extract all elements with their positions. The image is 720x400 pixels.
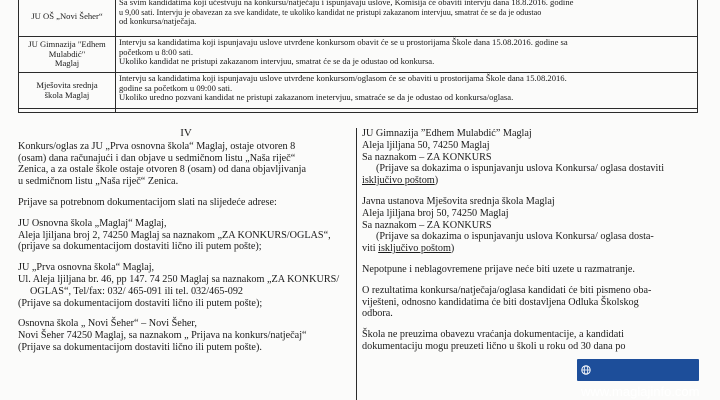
address-block bbox=[362, 196, 702, 255]
interview-line: Ukoliko kandidat ne pristupi zakazanom intervjuu, smatrat će se da je odustao od konkursa. bbox=[119, 56, 435, 67]
school-name-line: Maglaj bbox=[54, 58, 80, 69]
left-column bbox=[18, 128, 354, 363]
open-period-paragraph bbox=[18, 141, 354, 188]
table-row bbox=[19, 0, 698, 37]
text-line: viješteni, odnosno kandidatima će biti dostavljena Odluka Školskog bbox=[362, 296, 639, 308]
note-text: (Prijave sa dokazima o ispunjavanju uslova Konkursa/ oglasa dostaviti bbox=[376, 163, 665, 175]
text-line: Škola ne preuzima obavezu vraćanja dokumentacije, a kandidati bbox=[362, 329, 624, 341]
note-suffix: ) bbox=[434, 175, 439, 187]
interview-line: godine sa početkom u 09:00 sati. bbox=[119, 82, 233, 93]
text-line: JU „Prva osnovna škola“ Maglaj, bbox=[18, 262, 155, 274]
table-row bbox=[19, 109, 698, 113]
interview-line: Intervju sa kandidatima koji ispunjavaju uslove utvrđene konkursom/oglasom će se obaviti u prostorijama Škole dana 15.08.2016. bbox=[119, 73, 567, 83]
table-row bbox=[19, 37, 698, 73]
right-column bbox=[362, 128, 702, 362]
site-watermark bbox=[577, 359, 700, 399]
text-line: Osnovna škola „ Novi Šeher“ – Novi Šeher, bbox=[18, 318, 197, 330]
school-name-line: JU Gimnazija "Edhem bbox=[28, 39, 106, 50]
school-name: JU OŠ „Novi Šeher“ bbox=[31, 10, 103, 21]
text-line: (osam) dana računajući i dan objave u sedmičnom listu „Naša riječ“ bbox=[18, 152, 296, 164]
text-line: O rezultatima konkursa/natječaja/oglasa kandidati će biti pismeno oba- bbox=[362, 284, 652, 296]
interview-info-cell bbox=[116, 37, 698, 73]
interview-line: od konkursa/natječaja. bbox=[119, 16, 197, 27]
note-suffix: ) bbox=[450, 243, 455, 255]
delivery-note-line bbox=[362, 175, 702, 187]
address-block bbox=[18, 318, 354, 353]
text-line: odbora. bbox=[362, 308, 393, 320]
table-row bbox=[19, 73, 698, 109]
text-line: Aleja ljiljana 50, 74250 Maglaj bbox=[362, 139, 490, 151]
globe-icon bbox=[581, 365, 591, 375]
text-line: Zenica, a za ostale škole ostaje otvoren 8 (osam) od dana objavljivanja bbox=[18, 164, 306, 176]
empty-cell bbox=[19, 109, 116, 113]
text-line: Sa naznakom – ZA KONKURS bbox=[362, 219, 492, 231]
text-line: Ul. Aleja ljiljana br. 46, pp 147. 74 250 Maglaj sa naznakom „ZA KONKURS/ bbox=[18, 273, 340, 285]
text-line: Aleja ljiljana broj 50, 74250 Maglaj bbox=[362, 207, 509, 219]
text-line: JU Gimnazija ˮEdhem Mulabdićˮ Maglaj bbox=[362, 128, 532, 139]
note-underlined: isključivo poštom bbox=[378, 243, 451, 255]
note-underlined: isključivo poštom bbox=[362, 175, 435, 187]
interview-info-cell bbox=[116, 73, 698, 109]
school-name-cell bbox=[19, 0, 116, 37]
delivery-note bbox=[362, 231, 702, 243]
school-name-line: škola Maglaj bbox=[44, 89, 90, 100]
text-line: JU Osnovna škola „Maglaj“ Maglaj, bbox=[18, 217, 167, 229]
empty-cell bbox=[116, 109, 698, 113]
text-line: (Prijave sa dokumentacijom dostaviti lično ili putem pošte). bbox=[18, 341, 262, 353]
interview-schedule-table bbox=[18, 0, 698, 113]
delivery-note-line bbox=[362, 243, 702, 255]
text-line: (Prijave sa dokumentacijom dostaviti lično ili putem pošte); bbox=[18, 297, 263, 309]
school-name-line: Mješovita srednja bbox=[36, 79, 98, 90]
text-line: Javna ustanova Mješovita srednja škola Maglaj bbox=[362, 195, 555, 207]
note-text: viti bbox=[362, 243, 379, 255]
documents-return-paragraph bbox=[362, 329, 702, 353]
watermark-text: www.maglajinfo.com bbox=[581, 384, 700, 399]
text-line: Konkurs/oglas za JU „Prva osnovna škola“ Maglaj, ostaje otvoren 8 bbox=[18, 140, 296, 152]
column-divider bbox=[356, 128, 357, 400]
late-notice: Nepotpune i neblagovremene prijave neće biti uzete u razmatranje. bbox=[362, 263, 635, 275]
text-line: Novi Šeher 74250 Maglaj, sa naznakom „ Prijava na konkurs/natječaj“ bbox=[18, 330, 307, 342]
interview-line: Ukoliko uredno pozvani kandidat ne pristupi zakazanom inetervjuu, smatraće se da je odustao od konkursa/oglasa. bbox=[119, 92, 514, 103]
delivery-note bbox=[362, 163, 702, 175]
interview-info-cell bbox=[116, 0, 698, 37]
text-line: dokumentaciju mogu preuzeti lično u školi u roku od 30 dana po bbox=[362, 340, 626, 352]
address-block bbox=[362, 128, 702, 187]
interview-line: Intervju sa kandidatima koji ispunjavaju uslove utvrđene konkursom obavit će se u prostorijama Škole dana 15.08.2016. godine sa bbox=[119, 37, 568, 47]
results-paragraph bbox=[362, 285, 702, 320]
school-name-cell bbox=[19, 73, 116, 109]
text-line: Sa naznakom – ZA KONKURS bbox=[362, 151, 492, 163]
send-to-paragraph: Prijave sa potrebnom dokumentacijom slati na slijedeće adrese: bbox=[18, 196, 277, 208]
school-name-line: Mulabdić" bbox=[48, 48, 86, 59]
text-line: OGLAS“, Tel/fax: 032/ 465-091 ili tel. 032/465-092 bbox=[30, 285, 244, 297]
text-line: u sedmičnom listu „Naša riječ“ Zenica. bbox=[18, 176, 179, 188]
interview-line: Sa svim kandidatima koji učestvuju na konkursu/natječaju i ispunjavaju uslove, Komisija će obaviti intervju dana 18.8.2016. godine bbox=[119, 0, 574, 7]
address-block bbox=[18, 262, 354, 309]
text-line: (prijave sa dokumentacijom dostaviti lično ili putem pošte); bbox=[18, 241, 262, 253]
address-block bbox=[18, 218, 354, 253]
section-number: IV bbox=[180, 127, 192, 139]
interview-line: u 9,00 sati. Intervju je obavezan za sve kandidate, te ukoliko kandidat ne pristupi zakazanom intervjuu, smatrat će se da je odustao bbox=[119, 7, 542, 17]
note-text: (Prijave sa dokazima o ispunjavanju uslova Konkursa/ oglasa dosta- bbox=[376, 231, 654, 243]
school-name-cell bbox=[19, 37, 116, 73]
interview-line: početkom u 8:00 sati. bbox=[119, 46, 193, 57]
text-line: Aleja ljiljana broj 2, 74250 Maglaj sa naznakom „ZA KONKURS/OGLAS“, bbox=[18, 229, 331, 241]
